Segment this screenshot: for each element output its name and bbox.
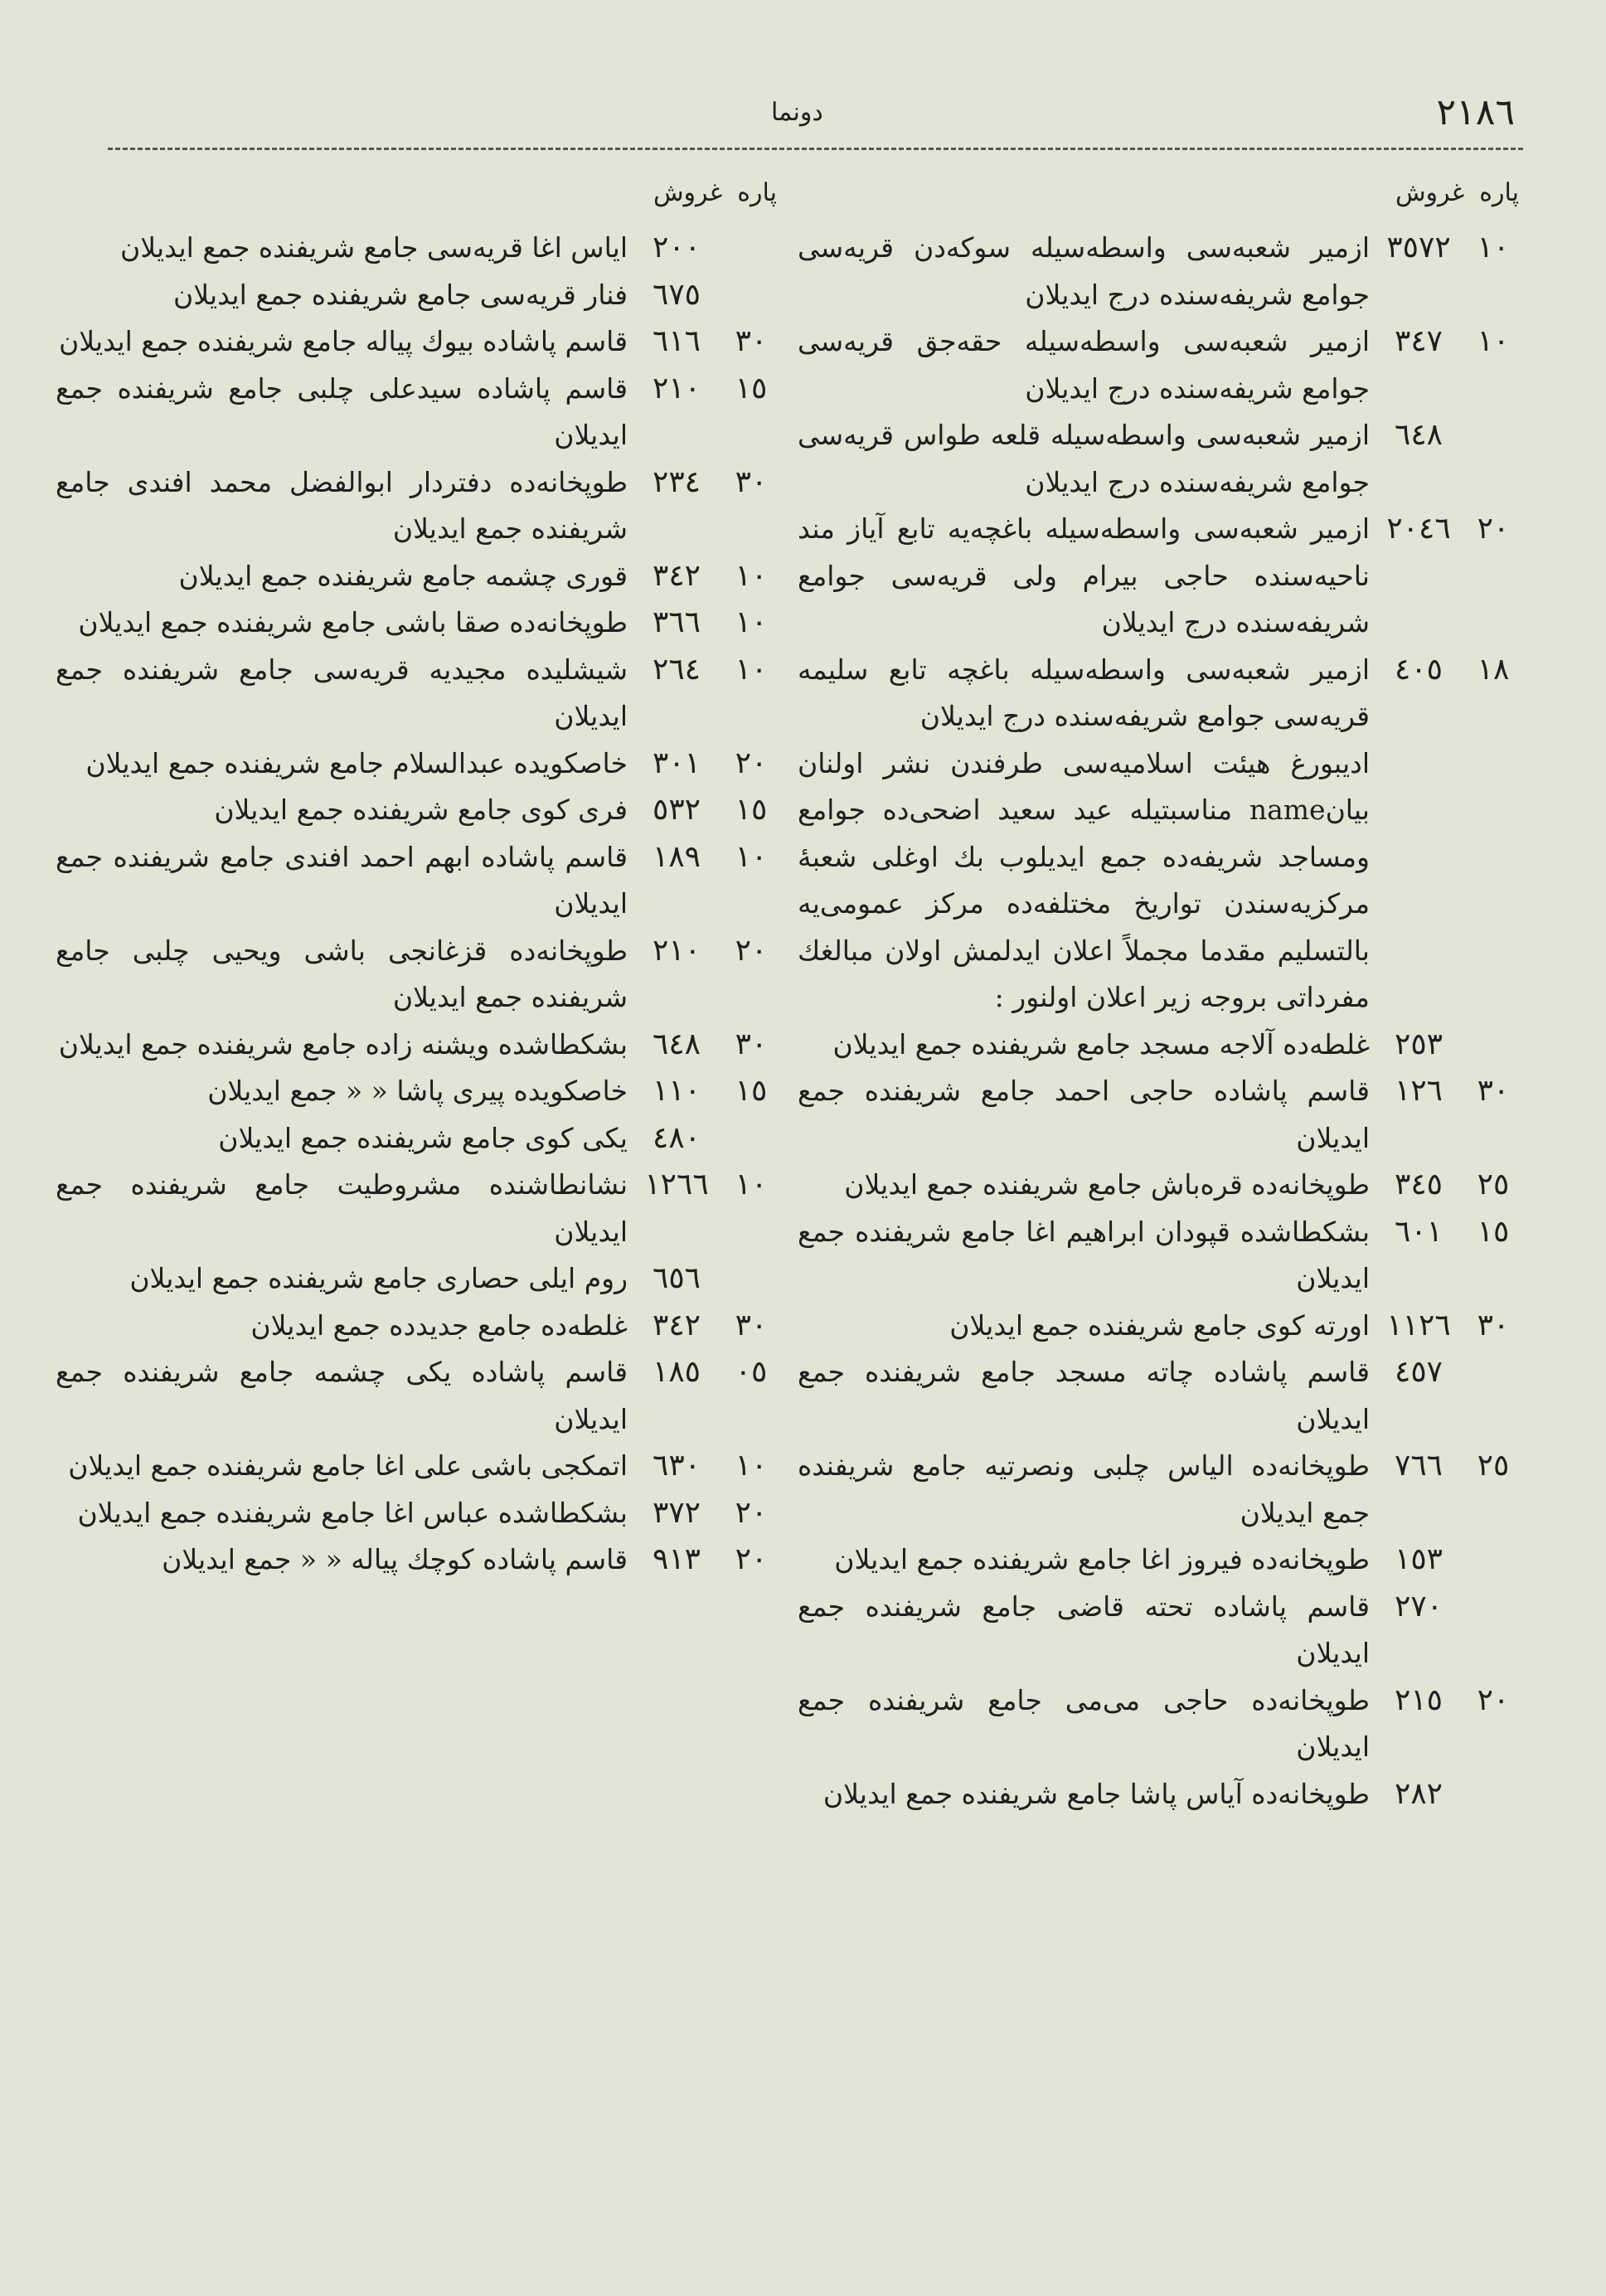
entry-description: بشکطاشده عباس اغا جامع شریفنده جمع ایدیلان: [77, 1496, 628, 1529]
entry-kurus: ٣٦٦: [652, 605, 701, 639]
ledger-entry: [798, 1349, 1519, 1443]
entry-kurus: ٦٧٥: [652, 277, 701, 312]
entry-description: یکی کوی جامع شریفنده جمع ایدیلان: [218, 1121, 628, 1154]
entry-para: ٢٠: [735, 1495, 768, 1530]
entry-description: قوری چشمه جامع شریفنده جمع ایدیلان: [178, 559, 628, 592]
entry-para: ٢٠: [735, 1542, 768, 1576]
entry-description: اتمکجی باشی علی اغا جامع شریفنده جمع ایدیلان: [68, 1449, 628, 1482]
page-number: ٢١٨٦: [1436, 91, 1515, 133]
entry-description: طوپخانه‌ده صقا باشی جامع شریفنده جمع ایدیلان: [78, 606, 628, 638]
column-header: [798, 178, 1519, 225]
ledger-entry: [798, 318, 1519, 412]
entry-description: قاسم پاشاده سیدعلی چلبی جامع شریفنده جمع ایدیلان: [56, 371, 628, 451]
ledger-entry: [798, 1162, 1519, 1209]
entry-kurus: ٢٨٢: [1394, 1776, 1443, 1811]
entry-para: ٢٥: [1477, 1449, 1510, 1483]
ledger-entry: [798, 1677, 1519, 1771]
entry-kurus: ٦٤٨: [652, 1027, 701, 1061]
entry-description: قاسم پاشاده چاته مسجد جامع شریفنده جمع ایدیلان: [798, 1356, 1370, 1435]
ledger-entry: [798, 647, 1519, 740]
entry-para: ٢٠: [735, 745, 768, 780]
entry-description: ایاس اغا قریه‌سی جامع شریفنده جمع ایدیلان: [120, 231, 628, 264]
entry-kurus: ٥٣٢: [652, 793, 701, 827]
entry-kurus: ٢٠٠: [652, 231, 701, 265]
entry-description: طوپخانه‌ده دفتردار ابوالفضل محمد افندی جامع شریفنده جمع ایدیلان: [56, 465, 628, 545]
entry-para: ١٥: [735, 793, 768, 827]
entry-description: ازمیر شعبه‌سی واسطه‌سیله باغچه‌یه تابع آیاز مند ناحیه‌سنده حاجی بیرام ولی قریه‌سی جوامع شریفه‌سنده درج ایدیلان: [798, 512, 1370, 638]
entry-para: ١٠: [1477, 324, 1510, 358]
entry-description: بشکطاشده ویشنه زاده جامع شریفنده جمع ایدیلان: [58, 1027, 628, 1061]
entry-para: ٣٠: [1477, 1074, 1510, 1108]
entry-kurus: ٢١٠: [652, 371, 701, 405]
entry-kurus: ٦١٦: [652, 324, 701, 358]
entry-kurus: ٦٤٨: [1394, 418, 1443, 452]
entry-para: ١٠: [735, 1167, 768, 1201]
entry-description: خاصکویده عبدالسلام جامع شریفنده جمع ایدیلان: [85, 746, 628, 779]
ledger-entry: [56, 1162, 777, 1255]
entry-description: طوپخانه‌ده قزغانجی باشی ویحیی چلبی جامع شریفنده جمع ایدیلان: [56, 934, 628, 1013]
entry-kurus: ٢٧٠: [1394, 1589, 1443, 1624]
entry-kurus: ٤٥٧: [1394, 1355, 1443, 1389]
entry-para: ٣٠: [735, 1308, 768, 1342]
entry-para: ٣٠: [735, 324, 768, 358]
entry-description: خاصکویده پیری پاشا « « جمع ایدیلان: [207, 1075, 628, 1107]
entry-kurus: ٣٠١: [652, 745, 701, 780]
ledger-entry: [56, 787, 777, 834]
ledger-entry: [56, 272, 777, 319]
entry-kurus: ٩١٣: [652, 1542, 701, 1576]
entry-para: ٢٠: [1477, 1682, 1510, 1717]
entry-kurus: ٣٤٢: [652, 558, 701, 593]
entry-kurus: ٣٧٢: [652, 1495, 701, 1530]
ledger-entry: [56, 1255, 777, 1303]
entry-description: نشانطاشنده مشروطیت جامع شریفنده جمع ایدیلان: [56, 1168, 628, 1248]
entry-kurus: ٤٠٥: [1394, 652, 1443, 687]
ledger-entry: [56, 928, 777, 1022]
entry-description: قاسم پاشاده بیوك پیاله جامع شریفنده جمع ایدیلان: [59, 325, 628, 357]
entry-kurus: ٢٠٤٦: [1386, 512, 1451, 546]
entry-para: ٢٠: [1477, 512, 1510, 546]
ledger-entry: [56, 647, 777, 740]
entry-kurus: ٢٣٤: [652, 464, 701, 499]
ledger-entry: [56, 459, 777, 553]
para-header: پاره: [1479, 178, 1519, 207]
entry-para: ١٥: [735, 1074, 768, 1108]
entry-kurus: ٢١٥: [1394, 1682, 1443, 1717]
entry-para: ١٥: [735, 371, 768, 405]
right-entries: [798, 225, 1519, 1818]
entry-description: طوپخانه‌ده قره‌باش جامع شریفنده جمع ایدیلان: [844, 1168, 1370, 1201]
entry-kurus: ٢٥٣: [1394, 1027, 1443, 1061]
right-column: [798, 178, 1519, 1818]
ledger-entry: [56, 834, 777, 928]
entry-kurus: ١٨٩: [652, 839, 701, 874]
ledger-entry: [798, 1068, 1519, 1162]
entry-para: ٣٠: [1477, 1308, 1510, 1342]
entry-description: طوپخانه‌ده حاجی می‌می جامع شریفنده جمع ایدیلان: [798, 1683, 1370, 1763]
ledger-entry: [56, 318, 777, 366]
entry-kurus: ٣٥٧٢: [1386, 231, 1451, 265]
entry-kurus: ٧٦٦: [1394, 1449, 1443, 1483]
entry-para: ١٠: [1477, 231, 1510, 265]
entry-description: روم ایلی حصاری جامع شریفنده جمع ایدیلان: [129, 1262, 628, 1294]
entry-para: ٣٠: [735, 1027, 768, 1061]
entry-kurus: ٢١٠: [652, 933, 701, 968]
entry-para: ١٠: [735, 1449, 768, 1483]
entry-description: اورته کوی جامع شریفنده جمع ایدیلان: [949, 1308, 1370, 1342]
entry-description: طوپخانه‌ده الیاس چلبی ونصرتیه جامع شریفنده جمع ایدیلان: [798, 1449, 1370, 1529]
entry-description: فنار قریه‌سی جامع شریفنده جمع ایدیلان: [172, 278, 628, 311]
entry-kurus: ١١٠: [652, 1074, 701, 1108]
entry-description: قاسم پاشاده کوچك پیاله « « جمع ایدیلان: [162, 1543, 628, 1575]
entry-para: ١٠: [735, 652, 768, 687]
ledger-entry: [56, 599, 777, 647]
column-header: [56, 178, 777, 225]
entry-description: ازمیر شعبه‌سی واسطه‌سیله سوکه‌دن قریه‌سی جوامع شریفه‌سنده درج ایدیلان: [798, 231, 1370, 311]
ledger-entry: [798, 1771, 1519, 1818]
kurus-header: غروش: [1395, 178, 1465, 207]
announcement-text: ادیبورغ هیئت اسلامیه‌سی طرفندن نشر اولنان بیانname مناسبتیله عید سعید اضحی‌ده جوامع ومساجد شریفه‌ده جمع ایدیلوب بك اوغلی شعبهٔ مرکزیه‌سندن تواریخ مختلفه‌ده مرکز عمومی‌یه بالتسلیم مقدما مجملاً اعلان ایدلمش اولان مبالغك مفرداتی بروجه زیر اعلان اولنور :: [798, 746, 1370, 1013]
page-header: [116, 91, 1515, 141]
ledger-entry: [56, 225, 777, 272]
entry-description: فری کوی جامع شریفنده جمع ایدیلان: [214, 794, 628, 826]
ledger-entry: [798, 1303, 1519, 1350]
kurus-header: غروش: [653, 178, 723, 207]
para-header: پاره: [737, 178, 777, 207]
entry-description: ازمیر شعبه‌سی واسطه‌سیله حقه‌جق قریه‌سی جوامع شریفه‌سنده درج ایدیلان: [798, 325, 1370, 405]
ledger-entry: [798, 1209, 1519, 1303]
entry-kurus: ١٢٦: [1394, 1074, 1443, 1108]
entry-description: شیشلیده مجیدیه قریه‌سی جامع شریفنده جمع ایدیلان: [56, 653, 628, 732]
ledger-entry: [798, 412, 1519, 506]
running-head: دونما: [771, 98, 823, 127]
ledger-entry: [56, 553, 777, 600]
entry-description: طوپخانه‌ده آیاس پاشا جامع شریفنده جمع ایدیلان: [822, 1777, 1370, 1810]
entry-description: قاسم پاشاده یکی چشمه جامع شریفنده جمع ایدیلان: [56, 1356, 628, 1435]
entry-kurus: ٢٦٤: [652, 652, 701, 687]
ledger-entry: [798, 1584, 1519, 1677]
ledger-entry: [56, 1536, 777, 1584]
entry-kurus: ٦٠١: [1394, 1214, 1443, 1249]
entry-description: ازمیر شعبه‌سی واسطه‌سیله باغچه تابع سلیمه قریه‌سی جوامع شریفه‌سنده درج ایدیلان: [798, 653, 1370, 732]
entry-kurus: ٣٤٧: [1394, 324, 1443, 358]
ledger-entry: [798, 1443, 1519, 1536]
entry-kurus: ٦٣٠: [652, 1449, 701, 1483]
left-entries: [56, 225, 777, 1584]
entry-para: ١٥: [1477, 1214, 1510, 1249]
entry-description: بشکطاشده قپودان ابراهیم اغا جامع شریفنده جمع ایدیلان: [798, 1215, 1370, 1294]
entry-kurus: ١٢٦٦: [644, 1167, 709, 1201]
entry-description: ازمیر شعبه‌سی واسطه‌سیله قلعه طواس قریه‌سی جوامع شریفه‌سنده درج ایدیلان: [798, 419, 1370, 498]
entry-description: غلطه‌ده آلاجه مسجد جامع شریفنده جمع ایدیلان: [832, 1027, 1370, 1061]
ledger-entry: [798, 506, 1519, 647]
ledger-entry: [56, 1443, 777, 1490]
entry-description: غلطه‌ده جامع جدیدده جمع ایدیلان: [250, 1308, 628, 1342]
entry-description: قاسم پاشاده حاجی احمد جامع شریفنده جمع ایدیلان: [798, 1075, 1370, 1154]
ledger-entry: [798, 1022, 1519, 1069]
entry-para: ١٠: [735, 839, 768, 874]
header-rule: [108, 148, 1523, 150]
entry-description: قاسم پاشاده تحته قاضی جامع شریفنده جمع ایدیلان: [798, 1590, 1370, 1669]
ledger-entry: [56, 1115, 777, 1163]
entry-description: قاسم پاشاده ابهم احمد افندی جامع شریفنده جمع ایدیلان: [56, 840, 628, 920]
entry-kurus: ٣٤٥: [1394, 1167, 1443, 1201]
entry-para: ١٠: [735, 605, 768, 639]
ledger-entry: [56, 1022, 777, 1069]
entry-para: ٠٥: [735, 1355, 768, 1389]
entry-kurus: ٣٤٢: [652, 1308, 701, 1342]
entry-para: ١٠: [735, 558, 768, 593]
entry-kurus: ١١٢٦: [1386, 1308, 1451, 1342]
entry-kurus: ٦٥٦: [652, 1261, 701, 1295]
entry-para: ٣٠: [735, 464, 768, 499]
ledger-entry: [56, 1068, 777, 1115]
ledger-entry: [798, 1536, 1519, 1584]
entry-kurus: ١٨٥: [652, 1355, 701, 1389]
ledger-entry: [56, 1349, 777, 1443]
ledger-entry: [56, 1303, 777, 1350]
left-column: [56, 178, 777, 1584]
ledger-entry: [56, 1490, 777, 1537]
entry-kurus: ١٥٣: [1394, 1542, 1443, 1576]
entry-para: ٢٠: [735, 933, 768, 968]
ledger-entry: [56, 740, 777, 788]
entry-kurus: ٤٨٠: [652, 1120, 701, 1155]
ledger-entry: [56, 366, 777, 459]
entry-para: ١٨: [1477, 652, 1510, 687]
ledger-entry: [798, 225, 1519, 318]
entry-para: ٢٥: [1477, 1167, 1510, 1201]
entry-description: طوپخانه‌ده فیروز اغا جامع شریفنده جمع ایدیلان: [834, 1543, 1370, 1575]
